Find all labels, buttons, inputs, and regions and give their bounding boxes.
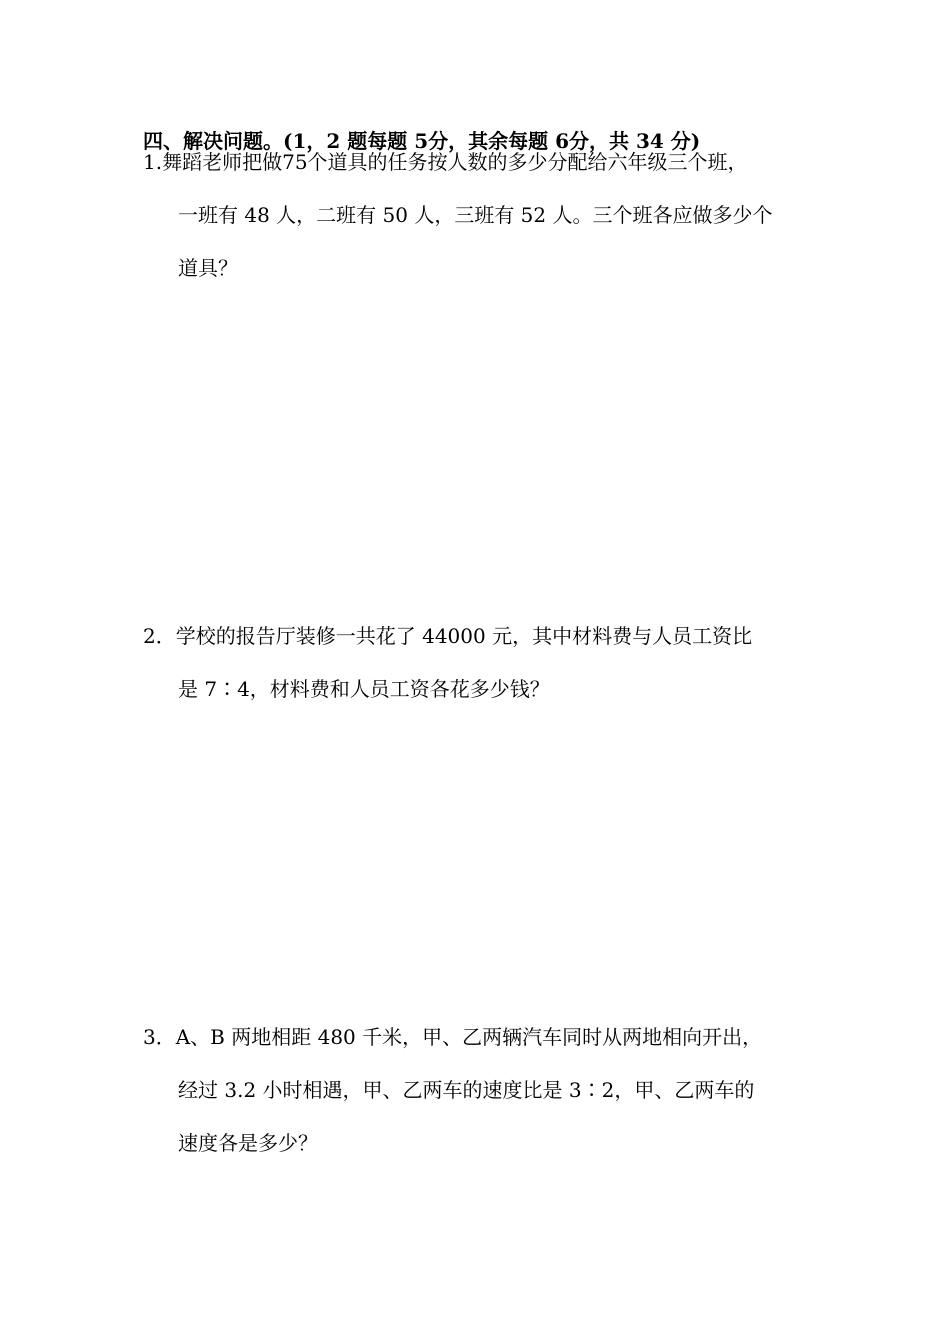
question-1 <box>143 147 843 283</box>
question-3 <box>143 1022 843 1158</box>
question-2-text-line-2: 是 7∶4，材料费和人员工资各花多少钱？ <box>178 677 550 701</box>
question-3-number: 3． <box>143 1025 176 1049</box>
question-3-text-line-3: 速度各是多少？ <box>178 1131 318 1155</box>
question-1-number: 1. <box>143 150 163 174</box>
question-3-text-line-1: A、B 两地相距 480 千米，甲、乙两辆汽车同时从两地相向开出， <box>175 1025 763 1049</box>
question-1-text-line-2: 一班有 48 人，二班有 50 人，三班有 52 人。三个班各应做多少个 <box>178 203 773 227</box>
question-1-line-1 <box>143 147 843 177</box>
question-2-number: 2． <box>143 624 176 648</box>
question-2 <box>143 621 843 704</box>
question-2-line-1 <box>143 621 843 651</box>
question-3-text-line-2: 经过 3.2 小时相遇，甲、乙两车的速度比是 3∶2，甲、乙两车的 <box>178 1078 755 1102</box>
section-heading: 四、解决问题。(1，2 题每题 5分，其余每题 6分，共 34 分) <box>143 129 701 153</box>
question-1-text-line-3: 道具？ <box>178 256 238 280</box>
question-2-text-line-1: 学校的报告厅装修一共花了 44000 元，其中材料费与人员工资比 <box>175 624 753 648</box>
question-3-line-1 <box>143 1022 843 1052</box>
question-1-text-line-1: 舞蹈老师把做75个道具的任务按人数的多少分配给六年级三个班， <box>162 150 748 174</box>
